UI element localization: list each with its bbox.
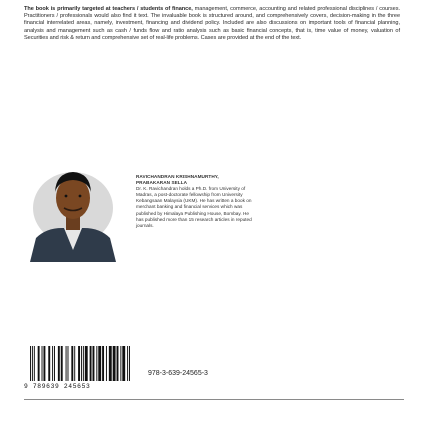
barcode-digits: 9 789639 245653 [24,383,91,390]
bottom-divider [24,399,404,400]
barcode-bar [74,346,75,381]
barcode-bar [98,346,101,381]
barcode-bar [113,346,116,381]
barcode-bar [52,346,53,381]
barcode-bar [32,346,33,381]
blurb-lead: The book is primarily targeted at teachers / students of finance, [24,6,193,12]
barcode-bar [93,346,95,381]
book-blurb [24,6,400,42]
barcode-bar [129,346,130,381]
barcode-bar [71,346,73,381]
barcode-bar [42,346,43,381]
barcode-bar [48,346,50,381]
isbn-number: 978-3-639-24565-3 [148,370,208,377]
author-section [24,150,404,270]
barcode-bar [127,346,128,381]
barcode-bar [38,346,40,381]
barcode-bar [106,346,107,381]
barcode-bars [28,346,132,382]
barcode-bar [78,346,80,381]
barcode-bar [96,346,97,381]
barcode-bar [68,346,69,381]
barcode-bar [117,346,119,381]
barcode-bar [34,346,35,381]
barcode-bar [83,346,84,381]
barcode-bar [54,346,55,381]
author-names: RAVICHANDRAN KRISHNAMURTHY, PRABAKARAN SELLA [136,174,219,186]
barcode-bar [90,346,92,381]
barcode-bar [61,346,63,381]
barcode-bar [30,346,31,381]
barcode-bar [66,346,67,381]
barcode-bar [122,346,125,381]
barcode-bar [58,346,60,381]
author-bio-text: Dr. K. Ravichandran holds a Ph.D. from University of Madras, a post-doctorate fellowship from University Kebangsaan Malaysia (UKM). He has written a book on merchant banking and financial services which was published by Himalaya Publishing House, Bombay. He has published more than 15 research articles in reputed journals. [136,186,252,228]
blurb-body: management, commerce, accounting and related professional disciplines / courses. Practitioners / professionals would also find it text. The invaluable book is structured around, and comprehensively covers, decision-making in the three financial interrelated areas, namely, investment, financing and dividend policy. Included are also discussions on important tools of financial planning, analysis and management such as cash / funds flow and ratio analysis such as basic financial concepts, that is, time value of money, valuation of Securities and risk & return and comprehensive set of real-life problems. Cases are provided at the end of the text. [24,6,400,41]
author-photo [24,158,122,262]
barcode-bar [85,346,88,381]
barcode [24,346,134,392]
barcode-bar [81,346,82,381]
barcode-bar [43,346,45,381]
barcode-bar [102,346,104,381]
author-bio [136,174,254,229]
barcode-bar [109,346,112,381]
barcode-bar [120,346,121,381]
author-portrait-image [24,158,122,262]
